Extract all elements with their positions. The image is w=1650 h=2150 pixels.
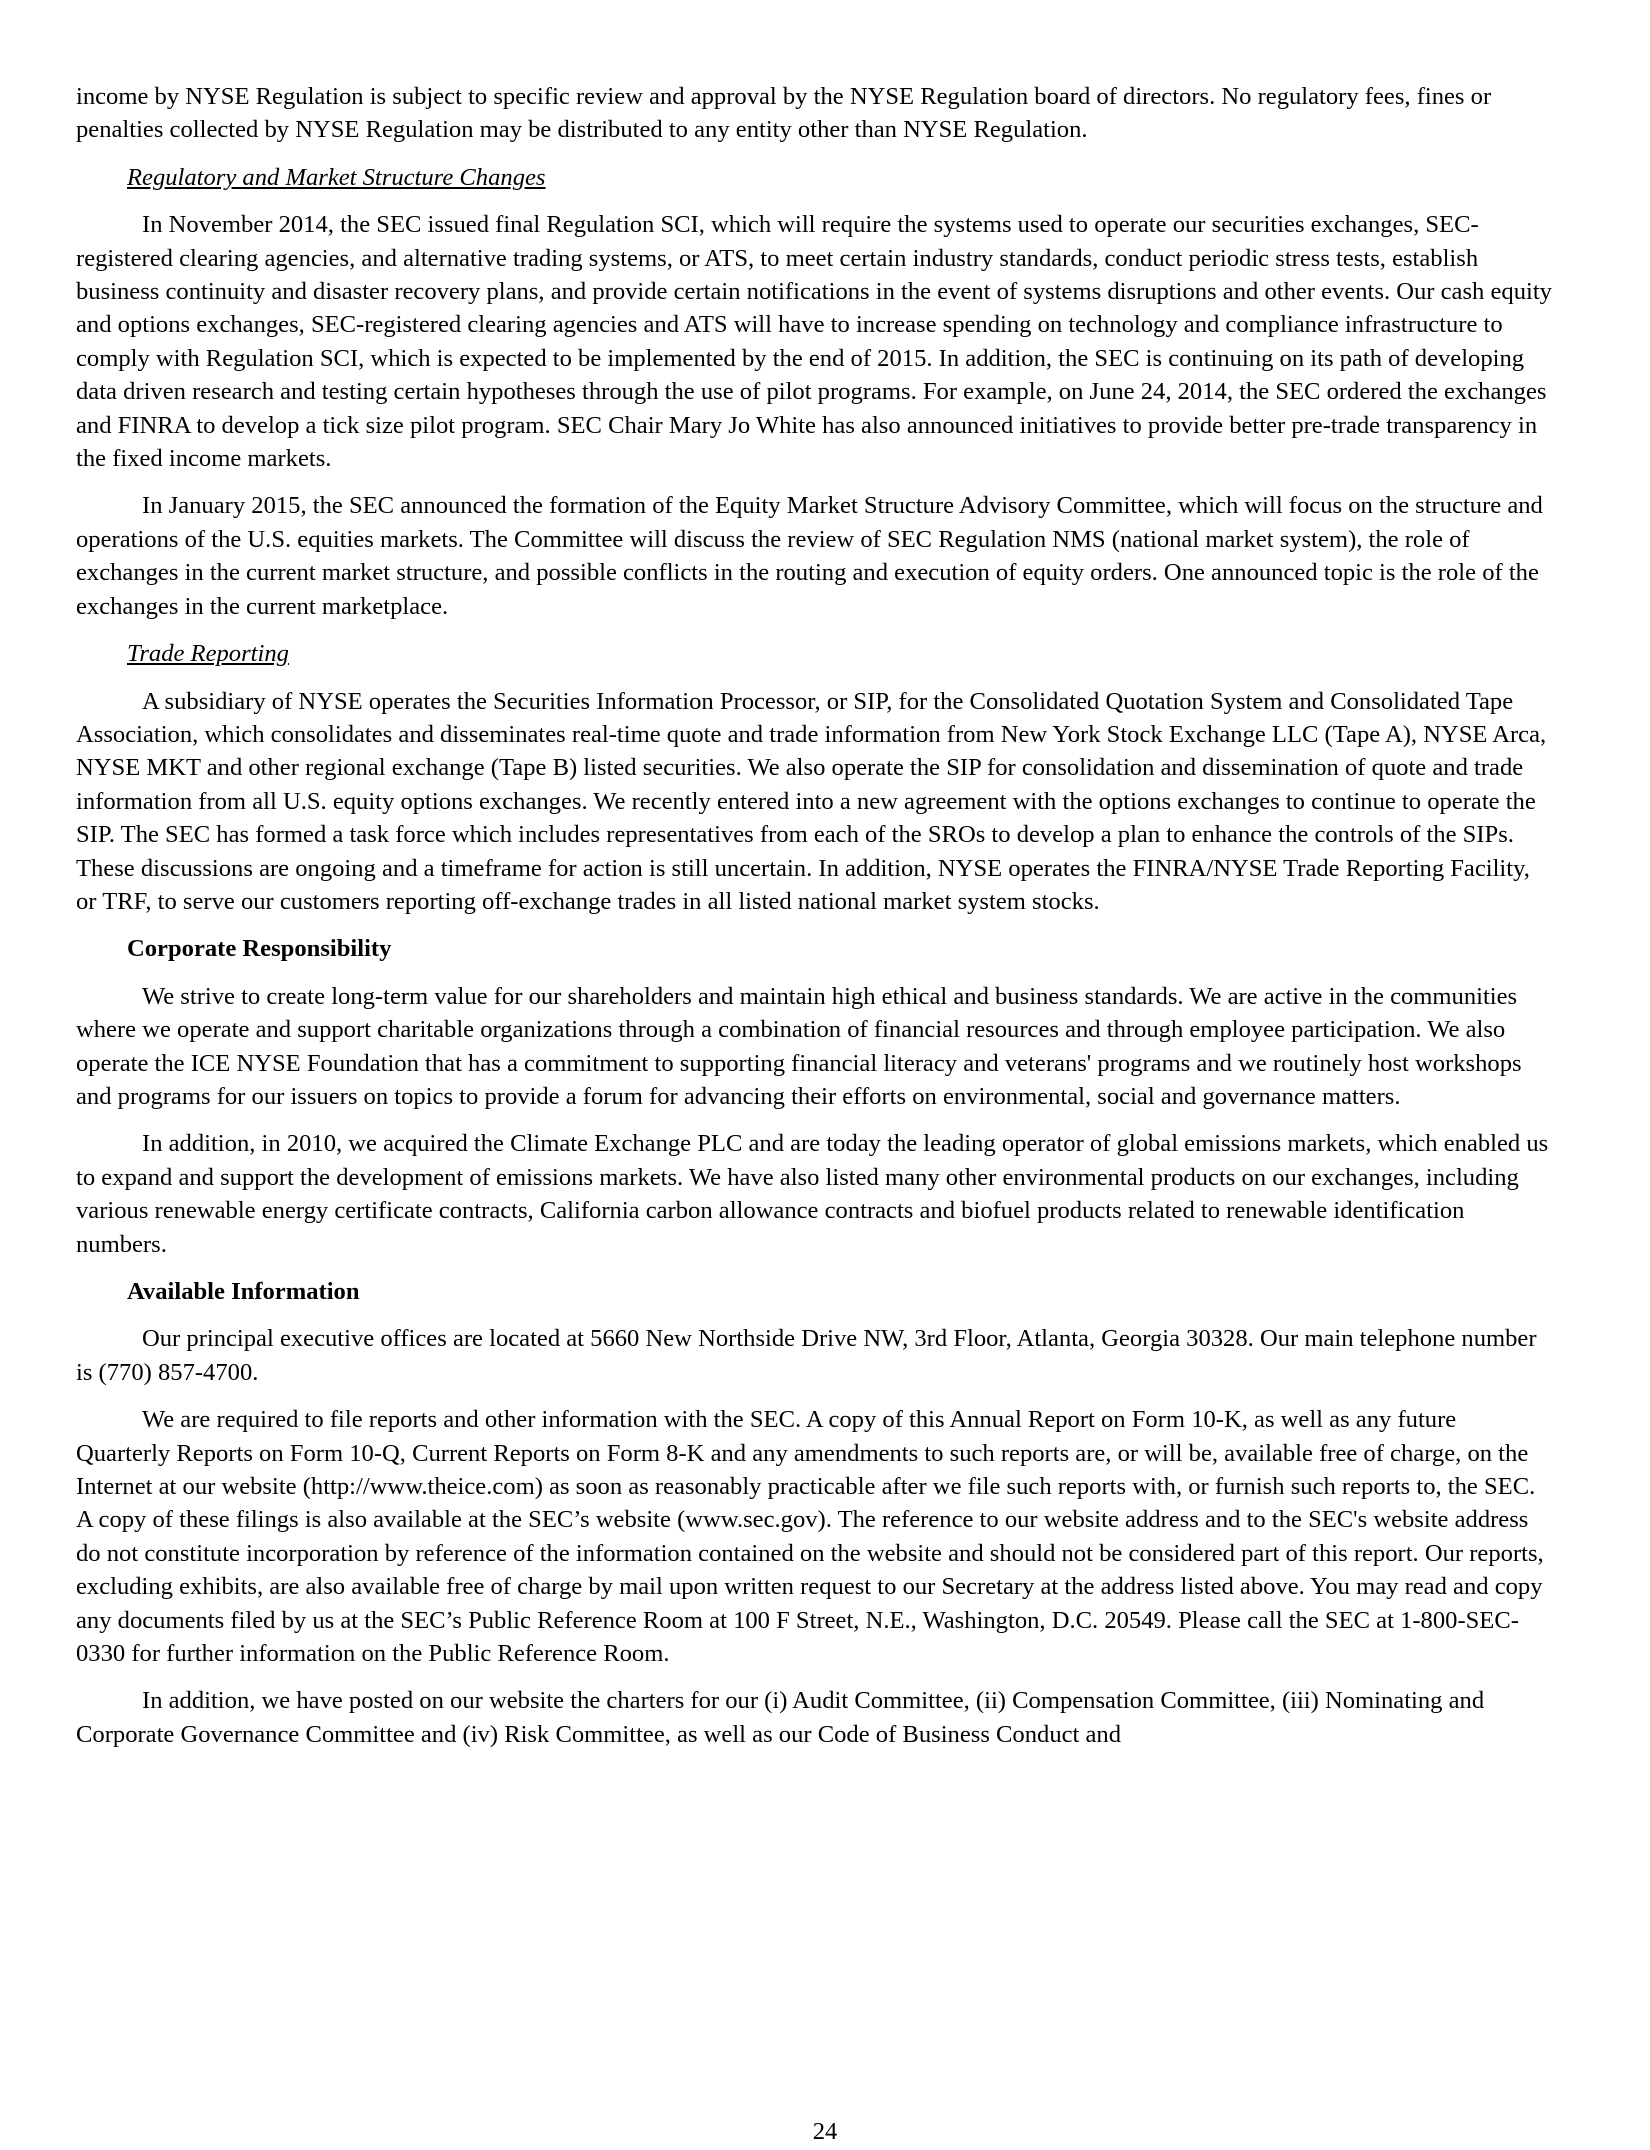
subheading-regulatory-changes: Regulatory and Market Structure Changes <box>127 163 546 191</box>
heading-corporate-responsibility: Corporate Responsibility <box>127 935 392 963</box>
paragraph-charters: In addition, we have posted on our website the charters for our (i) Audit Committee, (ii) Compensation Committee, (iii) Nominating and Corporate Governance Committee and (iv) Risk Committee, as well as our Code of Business Conduct and <box>76 1687 1485 1748</box>
paragraph-regulation-sci: In November 2014, the SEC issued final Regulation SCI, which will require the systems used to operate our securities exchanges, SEC-registered clearing agencies, and alternative trading systems, or ATS, to meet certain industry standards, conduct periodic stress tests, establish business continuity and disaster recovery plans, and provide certain notifications in the event of systems disruptions and other events. Our cash equity and options exchanges, SEC-registered clearing agencies and ATS will have to increase spending on technology and compliance infrastructure to comply with Regulation SCI, which is expected to be implemented by the end of 2015. In addition, the SEC is continuing on its path of developing data driven research and testing certain hypotheses through the use of pilot programs. For example, on June 24, 2014, the SEC ordered the exchanges and FINRA to develop a tick size pilot program. SEC Chair Mary Jo White has also announced initiatives to provide better pre-trade transparency in the fixed income markets. <box>76 211 1552 473</box>
paragraph-offices: Our principal executive offices are located at 5660 New Northside Drive NW, 3rd Floor, Atlanta, Georgia 30328. Our main telephone number is (770) 857-4700. <box>76 1325 1537 1386</box>
heading-available-information: Available Information <box>127 1278 360 1305</box>
paragraph-continued: income by NYSE Regulation is subject to specific review and approval by the NYSE Regulation board of directors. No regulatory fees, fines or penalties collected by NYSE Regulation may be distributed to any entity other than NYSE Regulation. <box>76 83 1492 144</box>
paragraph-long-term-value: We strive to create long-term value for our shareholders and maintain high ethical and business standards. We are active in the communities where we operate and support charitable organizations through a combination of financial resources and through employee participation. We also operate the ICE NYSE Foundation that has a commitment to supporting financial literacy and veterans' programs and we routinely host workshops and programs for our issuers on topics to provide a forum for advancing their efforts on environmental, social and governance matters. <box>76 982 1522 1110</box>
paragraph-advisory-committee: In January 2015, the SEC announced the formation of the Equity Market Structure Advisory Committee, which will focus on the structure and operations of the U.S. equities markets. The Committee will discuss the review of SEC Regulation NMS (national market system), the role of exchanges in the current market structure, and possible conflicts in the routing and execution of equity orders. One announced topic is the role of the exchanges in the current marketplace. <box>76 492 1543 620</box>
paragraph-climate-exchange: In addition, in 2010, we acquired the Climate Exchange PLC and are today the leading operator of global emissions markets, which enabled us to expand and support the development of emissions markets. We have also listed many other environmental products on our exchanges, including various renewable energy certificate contracts, California carbon allowance contracts and biofuel products related to renewable identification numbers. <box>76 1130 1549 1258</box>
page-number: 24 <box>812 2118 838 2145</box>
document-page <box>76 80 1556 1765</box>
paragraph-sip: A subsidiary of NYSE operates the Securities Information Processor, or SIP, for the Consolidated Quotation System and Consolidated Tape Association, which consolidates and disseminates real-time quote and trade information from New York Stock Exchange LLC (Tape A), NYSE Arca, NYSE MKT and other regional exchange (Tape B) listed securities. We also operate the SIP for consolidation and dissemination of quote and trade information from all U.S. equity options exchanges. We recently entered into a new agreement with the options exchanges to continue to operate the SIP. The SEC has formed a task force which includes representatives from each of the SROs to develop a plan to enhance the controls of the SIPs. These discussions are ongoing and a timeframe for action is still uncertain. In addition, NYSE operates the FINRA/NYSE Trade Reporting Facility, or TRF, to serve our customers reporting off-exchange trades in all listed national market system stocks. <box>76 687 1547 915</box>
paragraph-sec-reports: We are required to file reports and other information with the SEC. A copy of this Annual Report on Form 10-K, as well as any future Quarterly Reports on Form 10-Q, Current Reports on Form 8-K and any amendments to such reports are, or will be, available free of charge, on the Internet at our website (http://www.theice.com) as soon as reasonably practicable after we file such reports with, or furnish such reports to, the SEC. A copy of these filings is also available at the SEC’s website (www.sec.gov). The reference to our website address and to the SEC's website address do not constitute incorporation by reference of the information contained on the website and should not be considered part of this report. Our reports, excluding exhibits, are also available free of charge by mail upon written request to our Secretary at the address listed above. You may read and copy any documents filed by us at the SEC’s Public Reference Room at 100 F Street, N.E., Washington, D.C. 20549. Please call the SEC at 1-800-SEC-0330 for further information on the Public Reference Room. <box>76 1406 1544 1668</box>
subheading-trade-reporting: Trade Reporting <box>127 640 289 668</box>
